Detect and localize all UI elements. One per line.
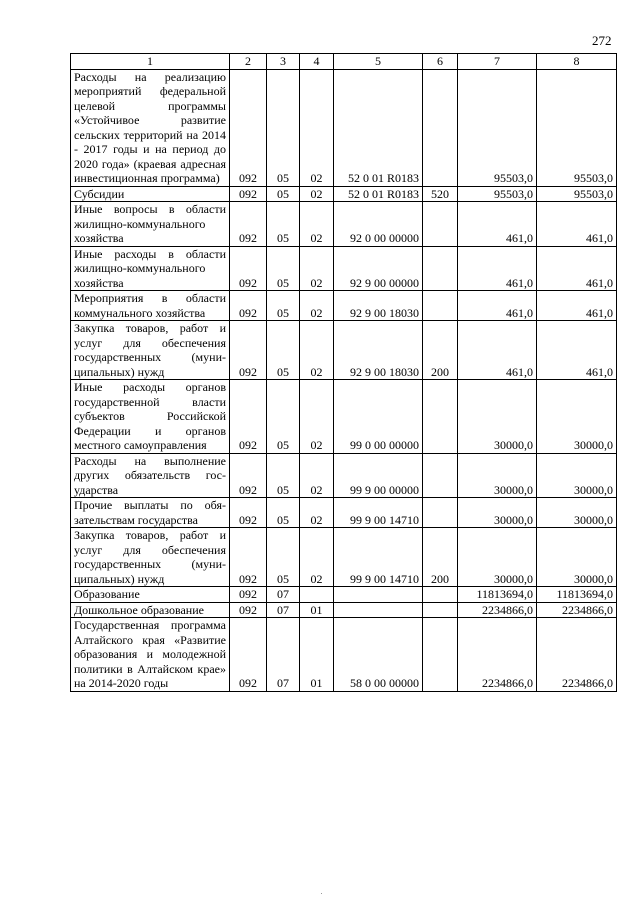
cell-subsection-code: 02 bbox=[300, 453, 334, 498]
cell-subsection-code bbox=[300, 587, 334, 603]
cell-ministry-code: 092 bbox=[230, 602, 267, 618]
cell-subsection-code: 02 bbox=[300, 69, 334, 186]
cell-name: Иные расходы в области жилищно-коммунального хозяйства bbox=[71, 246, 230, 291]
budget-table bbox=[70, 53, 617, 692]
cell-amount-2019: 461,0 bbox=[537, 246, 617, 291]
cell-amount-2018: 11813694,0 bbox=[458, 587, 537, 603]
cell-amount-2019: 30000,0 bbox=[537, 528, 617, 587]
cell-amount-2019: 461,0 bbox=[537, 202, 617, 247]
cell-ministry-code: 092 bbox=[230, 246, 267, 291]
cell-target-article: 99 9 00 14710 bbox=[334, 498, 423, 528]
cell-ministry-code: 092 bbox=[230, 453, 267, 498]
cell-expense-type bbox=[423, 246, 458, 291]
cell-name: Дошкольное образование bbox=[71, 602, 230, 618]
cell-subsection-code: 02 bbox=[300, 246, 334, 291]
column-header: 3 bbox=[267, 54, 300, 70]
cell-amount-2018: 30000,0 bbox=[458, 498, 537, 528]
cell-amount-2018: 30000,0 bbox=[458, 528, 537, 587]
cell-name: Расходы на выполнение других обязательств государства bbox=[71, 453, 230, 498]
cell-amount-2019: 30000,0 bbox=[537, 453, 617, 498]
cell-name: Расходы на реализацию мероприятий федеральной целевой программы «Устойчивое развитие сельских территорий на 2014 - 2017 годы и на период до 2020 года» (краевая адресная инвестиционная программа) bbox=[71, 69, 230, 186]
table-row bbox=[71, 380, 617, 454]
cell-section-code: 07 bbox=[267, 587, 300, 603]
cell-amount-2018: 461,0 bbox=[458, 246, 537, 291]
cell-section-code: 05 bbox=[267, 453, 300, 498]
cell-target-article: 92 9 00 18030 bbox=[334, 321, 423, 380]
table-row bbox=[71, 453, 617, 498]
cell-expense-type bbox=[423, 587, 458, 603]
cell-amount-2019: 461,0 bbox=[537, 321, 617, 380]
cell-target-article: 92 9 00 18030 bbox=[334, 291, 423, 321]
cell-name: Мероприятия в области коммунального хозяйства bbox=[71, 291, 230, 321]
cell-ministry-code: 092 bbox=[230, 186, 267, 202]
cell-subsection-code: 02 bbox=[300, 291, 334, 321]
cell-name: Закупка товаров, работ и услуг для обеспечения государственных (муниципальных) нужд bbox=[71, 528, 230, 587]
cell-expense-type bbox=[423, 618, 458, 692]
cell-target-article: 99 0 00 00000 bbox=[334, 380, 423, 454]
cell-ministry-code: 092 bbox=[230, 321, 267, 380]
column-header: 1 bbox=[71, 54, 230, 70]
cell-amount-2018: 461,0 bbox=[458, 291, 537, 321]
cell-expense-type bbox=[423, 291, 458, 321]
cell-amount-2018: 95503,0 bbox=[458, 69, 537, 186]
table-row bbox=[71, 528, 617, 587]
cell-section-code: 05 bbox=[267, 202, 300, 247]
table-header-row bbox=[71, 54, 617, 70]
cell-amount-2019: 11813694,0 bbox=[537, 587, 617, 603]
column-header: 2 bbox=[230, 54, 267, 70]
cell-expense-type bbox=[423, 202, 458, 247]
cell-target-article: 52 0 01 R0183 bbox=[334, 69, 423, 186]
cell-subsection-code: 02 bbox=[300, 528, 334, 587]
cell-expense-type bbox=[423, 498, 458, 528]
cell-name: Иные вопросы в области жилищно-коммунального хозяйства bbox=[71, 202, 230, 247]
cell-section-code: 05 bbox=[267, 528, 300, 587]
cell-amount-2018: 30000,0 bbox=[458, 453, 537, 498]
cell-target-article: 99 9 00 14710 bbox=[334, 528, 423, 587]
table-row bbox=[71, 202, 617, 247]
table-row bbox=[71, 186, 617, 202]
cell-subsection-code: 02 bbox=[300, 498, 334, 528]
cell-section-code: 05 bbox=[267, 498, 300, 528]
cell-ministry-code: 092 bbox=[230, 202, 267, 247]
cell-subsection-code: 02 bbox=[300, 321, 334, 380]
cell-section-code: 07 bbox=[267, 618, 300, 692]
cell-section-code: 07 bbox=[267, 602, 300, 618]
table-row bbox=[71, 69, 617, 186]
cell-expense-type bbox=[423, 453, 458, 498]
cell-section-code: 05 bbox=[267, 69, 300, 186]
cell-amount-2019: 95503,0 bbox=[537, 186, 617, 202]
cell-target-article bbox=[334, 602, 423, 618]
column-header: 5 bbox=[334, 54, 423, 70]
cell-amount-2019: 95503,0 bbox=[537, 69, 617, 186]
cell-amount-2018: 461,0 bbox=[458, 321, 537, 380]
cell-subsection-code: 02 bbox=[300, 380, 334, 454]
cell-target-article: 52 0 01 R0183 bbox=[334, 186, 423, 202]
cell-amount-2019: 461,0 bbox=[537, 291, 617, 321]
cell-expense-type: 520 bbox=[423, 186, 458, 202]
cell-expense-type: 200 bbox=[423, 528, 458, 587]
cell-amount-2019: 30000,0 bbox=[537, 380, 617, 454]
cell-name: Закупка товаров, работ и услуг для обеспечения государственных (муниципальных) нужд bbox=[71, 321, 230, 380]
table-row bbox=[71, 321, 617, 380]
cell-amount-2018: 2234866,0 bbox=[458, 618, 537, 692]
cell-subsection-code: 02 bbox=[300, 202, 334, 247]
table-row bbox=[71, 602, 617, 618]
cell-name: Иные расходы органов государственной власти субъектов Российской Федерации и органов местного самоуправления bbox=[71, 380, 230, 454]
table-row bbox=[71, 498, 617, 528]
cell-ministry-code: 092 bbox=[230, 498, 267, 528]
cell-subsection-code: 02 bbox=[300, 186, 334, 202]
cell-subsection-code: 01 bbox=[300, 618, 334, 692]
cell-ministry-code: 092 bbox=[230, 380, 267, 454]
cell-ministry-code: 092 bbox=[230, 528, 267, 587]
table-row bbox=[71, 291, 617, 321]
cell-subsection-code: 01 bbox=[300, 602, 334, 618]
column-header: 4 bbox=[300, 54, 334, 70]
cell-amount-2019: 2234866,0 bbox=[537, 602, 617, 618]
cell-target-article: 99 9 00 00000 bbox=[334, 453, 423, 498]
cell-name: Прочие выплаты по обязательствам государства bbox=[71, 498, 230, 528]
cell-section-code: 05 bbox=[267, 246, 300, 291]
cell-expense-type bbox=[423, 380, 458, 454]
cell-section-code: 05 bbox=[267, 321, 300, 380]
cell-target-article: 92 0 00 00000 bbox=[334, 202, 423, 247]
cell-amount-2018: 461,0 bbox=[458, 202, 537, 247]
cell-target-article bbox=[334, 587, 423, 603]
cell-name: Субсидии bbox=[71, 186, 230, 202]
cell-section-code: 05 bbox=[267, 291, 300, 321]
cell-target-article: 92 9 00 00000 bbox=[334, 246, 423, 291]
scan-speck bbox=[321, 893, 322, 894]
cell-ministry-code: 092 bbox=[230, 618, 267, 692]
cell-ministry-code: 092 bbox=[230, 587, 267, 603]
cell-expense-type bbox=[423, 69, 458, 186]
column-header: 7 bbox=[458, 54, 537, 70]
column-header: 6 bbox=[423, 54, 458, 70]
cell-target-article: 58 0 00 00000 bbox=[334, 618, 423, 692]
cell-name: Образование bbox=[71, 587, 230, 603]
cell-name: Государственная программа Алтайского края «Развитие образования и молодежной политики в Алтайском крае» на 2014-2020 годы bbox=[71, 618, 230, 692]
table-row bbox=[71, 246, 617, 291]
cell-section-code: 05 bbox=[267, 186, 300, 202]
cell-ministry-code: 092 bbox=[230, 69, 267, 186]
cell-amount-2018: 95503,0 bbox=[458, 186, 537, 202]
cell-section-code: 05 bbox=[267, 380, 300, 454]
cell-expense-type: 200 bbox=[423, 321, 458, 380]
cell-amount-2018: 2234866,0 bbox=[458, 602, 537, 618]
cell-amount-2018: 30000,0 bbox=[458, 380, 537, 454]
table-row bbox=[71, 587, 617, 603]
cell-amount-2019: 2234866,0 bbox=[537, 618, 617, 692]
table-row bbox=[71, 618, 617, 692]
page-number: 272 bbox=[592, 33, 612, 48]
cell-expense-type bbox=[423, 602, 458, 618]
column-header: 8 bbox=[537, 54, 617, 70]
cell-ministry-code: 092 bbox=[230, 291, 267, 321]
table-body bbox=[71, 69, 617, 691]
cell-amount-2019: 30000,0 bbox=[537, 498, 617, 528]
